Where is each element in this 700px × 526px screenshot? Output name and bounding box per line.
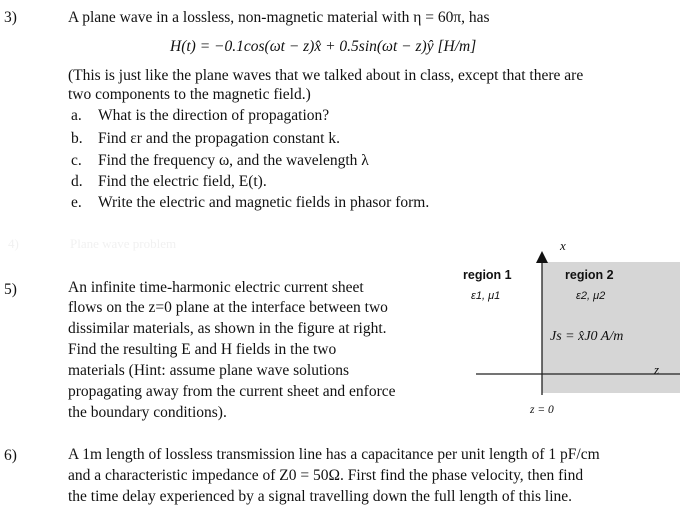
q5-line: materials (Hint: assume plane wave solutions bbox=[68, 362, 350, 379]
q5-line: dissimilar materials, as shown in the figure at right. bbox=[68, 320, 387, 337]
region2-params: ε2, μ2 bbox=[576, 290, 606, 302]
q3-number: 3) bbox=[4, 9, 17, 26]
z-axis-label: z bbox=[654, 362, 660, 377]
q5-line: flows on the z=0 plane at the interface between two bbox=[68, 299, 388, 316]
q3-part-text: Write the electric and magnetic fields in phasor form. bbox=[98, 194, 430, 211]
region2-label: region 2 bbox=[565, 268, 614, 282]
q3-part-letter: e. bbox=[71, 194, 82, 211]
q6-line: A 1m length of lossless transmission line has a capacitance per unit length of 1 pF/cm bbox=[68, 446, 600, 463]
x-axis-arrow-icon bbox=[536, 251, 548, 263]
q3-part-text: What is the direction of propagation? bbox=[98, 107, 330, 124]
q3-intro: A plane wave in a lossless, non-magnetic material with η = 60π, has bbox=[68, 9, 490, 26]
current-label: Js = x̂J0 A/m bbox=[550, 329, 624, 344]
q3-equation: H(t) = −0.1cos(ωt − z)x̂ + 0.5sin(ωt − z)ŷ [H/m] bbox=[170, 38, 477, 55]
q5-line: Find the resulting E and H fields in the two bbox=[68, 341, 337, 358]
q3-part-text: Find εr and the propagation constant k. bbox=[98, 130, 340, 147]
q5-number: 5) bbox=[4, 281, 17, 298]
region1-label: region 1 bbox=[463, 268, 512, 282]
q3-part-letter: b. bbox=[71, 130, 83, 147]
q6-line: and a characteristic impedance of Z0 = 50Ω. First find the phase velocity, then find bbox=[68, 467, 584, 484]
q5-line: An infinite time-harmonic electric current sheet bbox=[68, 279, 364, 296]
q3-part-text: Find the frequency ω, and the wavelength λ bbox=[98, 152, 369, 169]
q5-line: propagating away from the current sheet and enforce bbox=[68, 383, 396, 400]
x-axis-label: x bbox=[560, 238, 566, 253]
q3-part-letter: d. bbox=[71, 173, 83, 190]
ghost-text: Plane wave problem bbox=[70, 236, 177, 251]
region1-params: ε1, μ1 bbox=[471, 290, 501, 302]
q5-line: the boundary conditions). bbox=[68, 404, 227, 421]
q6-line: the time delay experienced by a signal travelling down the full length of this line. bbox=[68, 488, 573, 505]
q6-number: 6) bbox=[4, 447, 17, 464]
q3-part-letter: a. bbox=[71, 107, 82, 124]
q3-part-text: Find the electric field, E(t). bbox=[98, 173, 267, 190]
q3-part-letter: c. bbox=[71, 152, 82, 169]
q3-note-line1: (This is just like the plane waves that we talked about in class, except that there are bbox=[68, 67, 584, 84]
q3-note-line2: two components to the magnetic field.) bbox=[68, 86, 311, 103]
boundary-label: z = 0 bbox=[530, 404, 554, 416]
ghost-number: 4) bbox=[8, 236, 19, 251]
